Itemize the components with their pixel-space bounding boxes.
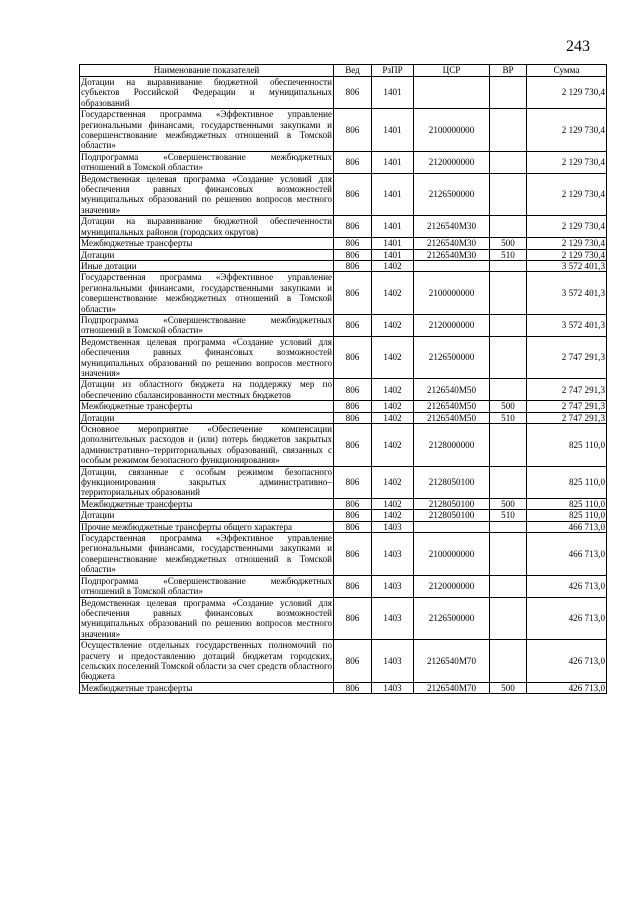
cell-name: Дотации bbox=[80, 249, 334, 260]
table-row bbox=[80, 401, 607, 412]
cell-sum: 2 747 291,3 bbox=[527, 412, 607, 423]
cell-sum: 2 747 291,3 bbox=[527, 401, 607, 412]
cell-sum: 466 713,0 bbox=[527, 533, 607, 576]
header-sum: Сумма bbox=[527, 65, 607, 77]
table-row bbox=[80, 77, 607, 109]
table-row bbox=[80, 260, 607, 271]
cell-ved: 806 bbox=[334, 260, 372, 271]
cell-csr: 2120000000 bbox=[414, 151, 490, 173]
cell-rzpr: 1403 bbox=[372, 533, 414, 576]
page-number: 243 bbox=[566, 38, 590, 55]
cell-name: Дотации, связанные с особым режимом безопасного функционирования закрытых административно–территориальных образований bbox=[81, 466, 332, 498]
cell-csr: 2126540М30 bbox=[414, 216, 490, 238]
cell-csr: 2126540М50 bbox=[414, 401, 490, 412]
cell-vr: 510 bbox=[490, 510, 527, 521]
cell-csr: 2100000000 bbox=[414, 533, 490, 576]
table-row bbox=[80, 521, 607, 532]
cell-ved: 806 bbox=[334, 597, 372, 640]
cell-name: Дотации bbox=[80, 510, 334, 521]
cell-csr: 2126540М50 bbox=[414, 412, 490, 423]
table-row bbox=[80, 412, 607, 423]
table-row bbox=[80, 640, 607, 683]
cell-vr bbox=[490, 314, 527, 336]
cell-name: Дотации bbox=[80, 412, 334, 423]
table-row bbox=[80, 249, 607, 260]
cell-name: Межбюджетные трансферты bbox=[80, 498, 334, 509]
header-ved: Вед bbox=[334, 65, 372, 77]
cell-vr bbox=[490, 379, 527, 401]
cell-name: Дотации из областного бюджета на поддержку мер по обеспечению сбалансированности местных бюджетов bbox=[81, 379, 332, 400]
cell-name: Государственная программа «Эффективное управление региональными финансами, государственными закупками и совершенствование межбюджетных отношений в Томской области» bbox=[81, 533, 332, 575]
cell-ved: 806 bbox=[334, 533, 372, 576]
cell-name: Основное мероприятие «Обеспечение компенсации дополнительных расходов и (или) потерь бюджетов закрытых административно–территориальных образований, связанных с особым режимом безопасного функционирования» bbox=[81, 424, 332, 466]
cell-rzpr: 1403 bbox=[372, 575, 414, 597]
cell-vr bbox=[490, 109, 527, 152]
cell-rzpr: 1403 bbox=[372, 597, 414, 640]
cell-ved: 806 bbox=[334, 109, 372, 152]
header-csr: ЦСР bbox=[414, 65, 490, 77]
cell-name: Государственная программа «Эффективное управление региональными финансами, государственными закупками и совершенствование межбюджетных отношений в Томской области» bbox=[81, 109, 332, 151]
cell-sum: 2 129 730,4 bbox=[527, 249, 607, 260]
table-row bbox=[80, 424, 607, 467]
cell-csr: 2120000000 bbox=[414, 575, 490, 597]
cell-ved: 806 bbox=[334, 249, 372, 260]
table-row bbox=[80, 336, 607, 379]
cell-rzpr: 1401 bbox=[372, 151, 414, 173]
cell-sum: 426 713,0 bbox=[527, 682, 607, 693]
cell-rzpr: 1402 bbox=[372, 466, 414, 498]
cell-vr bbox=[490, 597, 527, 640]
cell-vr bbox=[490, 272, 527, 315]
budget-table bbox=[79, 64, 607, 694]
cell-sum: 466 713,0 bbox=[527, 521, 607, 532]
cell-vr bbox=[490, 575, 527, 597]
cell-ved: 806 bbox=[334, 238, 372, 249]
cell-vr bbox=[490, 151, 527, 173]
cell-vr: 500 bbox=[490, 498, 527, 509]
cell-vr: 500 bbox=[490, 682, 527, 693]
cell-name: Ведомственная целевая программа «Создание условий для обеспечения равных финансовых возможностей муниципальных образований по решению вопросов местного значения» bbox=[81, 597, 332, 639]
cell-sum: 2 129 730,4 bbox=[527, 109, 607, 152]
table-row bbox=[80, 173, 607, 216]
table-header-row bbox=[80, 65, 607, 77]
cell-sum: 825 110,0 bbox=[527, 466, 607, 498]
cell-ved: 806 bbox=[334, 401, 372, 412]
cell-vr bbox=[490, 336, 527, 379]
table-row bbox=[80, 272, 607, 315]
cell-csr: 2128050100 bbox=[414, 510, 490, 521]
cell-sum: 825 110,0 bbox=[527, 424, 607, 467]
cell-vr bbox=[490, 640, 527, 683]
cell-name: Межбюджетные трансферты bbox=[80, 401, 334, 412]
table-row bbox=[80, 510, 607, 521]
cell-ved: 806 bbox=[334, 640, 372, 683]
cell-name: Ведомственная целевая программа «Создание условий для обеспечения равных финансовых возможностей муниципальных образований по решению вопросов местного значения» bbox=[81, 336, 332, 378]
cell-sum: 2 129 730,4 bbox=[527, 238, 607, 249]
cell-rzpr: 1402 bbox=[372, 401, 414, 412]
cell-csr: 2126540М30 bbox=[414, 249, 490, 260]
cell-csr bbox=[414, 521, 490, 532]
cell-ved: 806 bbox=[334, 510, 372, 521]
cell-csr: 2128000000 bbox=[414, 424, 490, 467]
cell-csr: 2120000000 bbox=[414, 314, 490, 336]
cell-ved: 806 bbox=[334, 173, 372, 216]
cell-name: Межбюджетные трансферты bbox=[80, 682, 334, 693]
cell-rzpr: 1401 bbox=[372, 238, 414, 249]
table-row bbox=[80, 533, 607, 576]
cell-sum: 426 713,0 bbox=[527, 597, 607, 640]
cell-sum: 2 129 730,4 bbox=[527, 216, 607, 238]
cell-name: Осуществление отдельных государственных полномочий по расчету и предоставлению дотаций бюджетам городских, сельских поселений Томской области за счет средств областного бюджета bbox=[81, 640, 332, 682]
cell-sum: 3 572 401,3 bbox=[527, 260, 607, 271]
cell-rzpr: 1402 bbox=[372, 314, 414, 336]
cell-ved: 806 bbox=[334, 521, 372, 532]
table-row bbox=[80, 314, 607, 336]
cell-name: Государственная программа «Эффективное управление региональными финансами, государственными закупками и совершенствование межбюджетных отношений в Томской области» bbox=[81, 272, 332, 314]
cell-vr bbox=[490, 424, 527, 467]
cell-ved: 806 bbox=[334, 466, 372, 498]
cell-sum: 2 129 730,4 bbox=[527, 77, 607, 109]
cell-csr bbox=[414, 260, 490, 271]
cell-rzpr: 1402 bbox=[372, 260, 414, 271]
cell-rzpr: 1402 bbox=[372, 510, 414, 521]
cell-sum: 426 713,0 bbox=[527, 575, 607, 597]
cell-ved: 806 bbox=[334, 151, 372, 173]
cell-vr: 500 bbox=[490, 401, 527, 412]
cell-vr bbox=[490, 260, 527, 271]
cell-csr: 2126500000 bbox=[414, 336, 490, 379]
cell-ved: 806 bbox=[334, 412, 372, 423]
cell-sum: 2 747 291,3 bbox=[527, 336, 607, 379]
cell-name: Подпрограмма «Совершенствование межбюджетных отношений в Томской области» bbox=[81, 151, 332, 173]
cell-csr bbox=[414, 77, 490, 109]
cell-sum: 825 110,0 bbox=[527, 510, 607, 521]
cell-rzpr: 1401 bbox=[372, 109, 414, 152]
cell-ved: 806 bbox=[334, 336, 372, 379]
cell-vr bbox=[490, 466, 527, 498]
cell-rzpr: 1402 bbox=[372, 424, 414, 467]
cell-name: Межбюджетные трансферты bbox=[80, 238, 334, 249]
cell-sum: 3 572 401,3 bbox=[527, 314, 607, 336]
cell-vr: 510 bbox=[490, 412, 527, 423]
cell-csr: 2126500000 bbox=[414, 597, 490, 640]
table-row bbox=[80, 151, 607, 173]
cell-vr bbox=[490, 521, 527, 532]
cell-csr: 2126540М50 bbox=[414, 379, 490, 401]
cell-ved: 806 bbox=[334, 216, 372, 238]
cell-rzpr: 1402 bbox=[372, 336, 414, 379]
header-rzpr: РзПР bbox=[372, 65, 414, 77]
table-row bbox=[80, 597, 607, 640]
cell-name: Дотации на выравнивание бюджетной обеспеченности муниципальных районов (городских округов) bbox=[81, 216, 332, 237]
cell-sum: 3 572 401,3 bbox=[527, 272, 607, 315]
cell-rzpr: 1402 bbox=[372, 379, 414, 401]
table-row bbox=[80, 379, 607, 401]
cell-sum: 2 747 291,3 bbox=[527, 379, 607, 401]
table-row bbox=[80, 238, 607, 249]
table-row bbox=[80, 466, 607, 498]
cell-name: Дотации на выравнивание бюджетной обеспеченности субъектов Российской Федерации и муниципальных образований bbox=[81, 77, 332, 108]
cell-vr bbox=[490, 77, 527, 109]
cell-vr bbox=[490, 216, 527, 238]
cell-rzpr: 1402 bbox=[372, 498, 414, 509]
cell-name: Прочие межбюджетные трансферты общего характера bbox=[80, 521, 334, 532]
header-name: Наименование показателей bbox=[80, 65, 334, 77]
cell-name: Подпрограмма «Совершенствование межбюджетных отношений в Томской области» bbox=[81, 314, 332, 336]
cell-name: Ведомственная целевая программа «Создание условий для обеспечения равных финансовых возможностей муниципальных образований по решению вопросов местного значения» bbox=[81, 173, 332, 215]
cell-vr bbox=[490, 173, 527, 216]
cell-ved: 806 bbox=[334, 498, 372, 509]
cell-csr: 2128050100 bbox=[414, 466, 490, 498]
cell-rzpr: 1401 bbox=[372, 249, 414, 260]
cell-ved: 806 bbox=[334, 379, 372, 401]
cell-ved: 806 bbox=[334, 314, 372, 336]
cell-csr: 2100000000 bbox=[414, 272, 490, 315]
cell-rzpr: 1402 bbox=[372, 272, 414, 315]
cell-rzpr: 1401 bbox=[372, 173, 414, 216]
cell-csr: 2126500000 bbox=[414, 173, 490, 216]
table-row bbox=[80, 575, 607, 597]
cell-csr: 2100000000 bbox=[414, 109, 490, 152]
cell-rzpr: 1403 bbox=[372, 640, 414, 683]
cell-csr: 2126540М30 bbox=[414, 238, 490, 249]
table-row bbox=[80, 498, 607, 509]
cell-rzpr: 1403 bbox=[372, 521, 414, 532]
cell-sum: 426 713,0 bbox=[527, 640, 607, 683]
table-row bbox=[80, 216, 607, 238]
cell-vr: 510 bbox=[490, 249, 527, 260]
cell-ved: 806 bbox=[334, 272, 372, 315]
cell-rzpr: 1402 bbox=[372, 412, 414, 423]
cell-ved: 806 bbox=[334, 424, 372, 467]
cell-ved: 806 bbox=[334, 682, 372, 693]
cell-vr: 500 bbox=[490, 238, 527, 249]
cell-csr: 2128050100 bbox=[414, 498, 490, 509]
cell-rzpr: 1401 bbox=[372, 216, 414, 238]
cell-ved: 806 bbox=[334, 575, 372, 597]
table-row bbox=[80, 682, 607, 693]
cell-rzpr: 1401 bbox=[372, 77, 414, 109]
header-vr: ВР bbox=[490, 65, 527, 77]
cell-ved: 806 bbox=[334, 77, 372, 109]
cell-name: Подпрограмма «Совершенствование межбюджетных отношений в Томской области» bbox=[81, 575, 332, 597]
cell-csr: 2126540М70 bbox=[414, 682, 490, 693]
table-row bbox=[80, 109, 607, 152]
cell-sum: 825 110,0 bbox=[527, 498, 607, 509]
cell-csr: 2126540М70 bbox=[414, 640, 490, 683]
cell-rzpr: 1403 bbox=[372, 682, 414, 693]
cell-sum: 2 129 730,4 bbox=[527, 151, 607, 173]
cell-name: Иные дотации bbox=[80, 260, 334, 271]
cell-sum: 2 129 730,4 bbox=[527, 173, 607, 216]
cell-vr bbox=[490, 533, 527, 576]
